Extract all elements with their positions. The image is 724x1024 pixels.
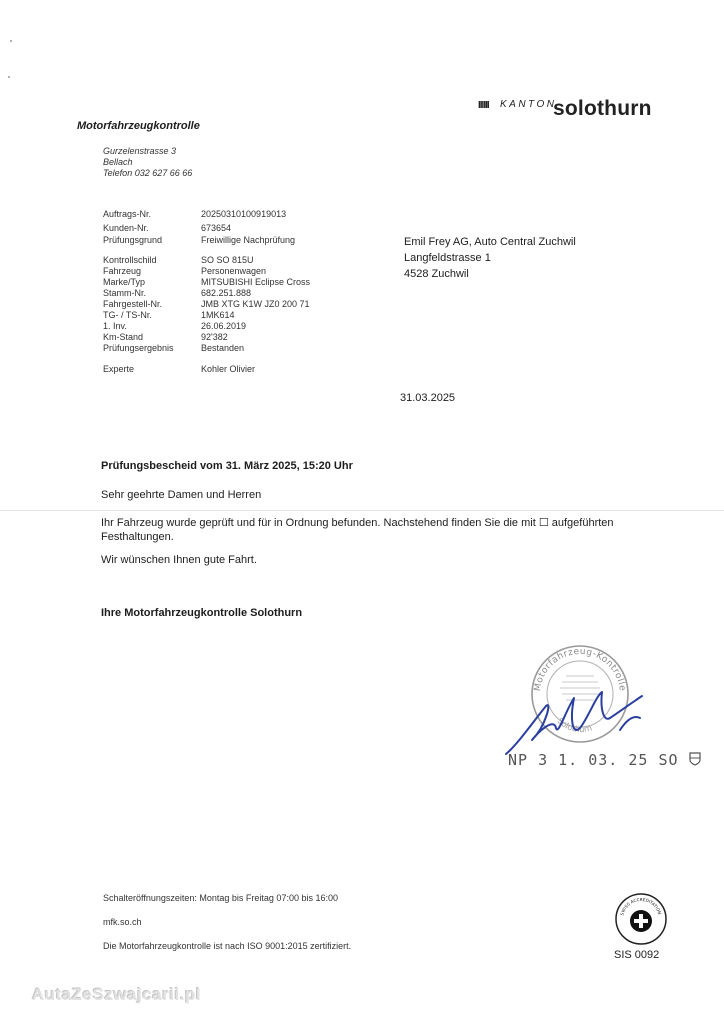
letter-body-line: Ihr Fahrzeug wurde geprüft und für in Ordnung befunden. Nachstehend finden Sie die mit ☐ aufgeführten (101, 517, 614, 529)
svg-text:Solothurn: Solothurn (555, 716, 594, 735)
footer-website[interactable]: mfk.so.ch (103, 917, 142, 927)
swiss-accreditation-seal-icon (614, 892, 668, 946)
detail-value: Kohler Olivier (201, 364, 256, 374)
letter-closing: Wir wünschen Ihnen gute Fahrt. (101, 554, 257, 566)
date-stamp-text: NP 3 1. 03. 25 SO (508, 751, 679, 769)
detail-value: MITSUBISHI Eclipse Cross (201, 277, 311, 287)
canton-shield-icon (689, 752, 701, 766)
kanton-solothurn-logo (478, 96, 678, 122)
detail-value: Personenwagen (201, 266, 267, 276)
logo-solothurn-text: solothurn (553, 97, 652, 120)
letter-greeting: Sehr geehrte Damen und Herren (101, 489, 262, 501)
detail-value: 682.251.888 (201, 288, 252, 298)
footer-iso: Die Motorfahrzeugkontrolle ist nach ISO 9001:2015 zertifiziert. (103, 941, 352, 951)
letter-body (101, 516, 614, 544)
detail-label: Fahrzeug (103, 266, 142, 276)
svg-text:Motorfahrzeug-Kontrolle: Motorfahrzeug-Kontrolle (532, 646, 627, 692)
detail-label: Experte (103, 364, 135, 374)
detail-value: 20250310100919013 (201, 209, 287, 219)
detail-value: 92'382 (201, 332, 228, 342)
logo-kanton-text: KANTON (500, 99, 557, 110)
detail-value: SO SO 815U (201, 255, 254, 265)
date-stamp (508, 751, 701, 769)
signature-org-line: Ihre Motorfahrzeugkontrolle Solothurn (101, 607, 303, 619)
svg-text:SWISS ACCREDITATION: SWISS ACCREDITATION (619, 896, 663, 916)
detail-label: Prüfungsergebnis (103, 343, 174, 353)
recipient-name: Emil Frey AG, Auto Central Zuchwil (404, 236, 576, 248)
recipient-address (404, 234, 576, 282)
letter-date: 31.03.2025 (400, 392, 456, 404)
detail-label: Fahrgestell-Nr. (103, 299, 163, 309)
scan-speck (10, 40, 12, 42)
detail-value: 673654 (201, 223, 232, 233)
detail-label: Km-Stand (103, 332, 144, 342)
detail-value: Freiwillige Nachprüfung (201, 235, 296, 245)
footer-hours: Schalteröffnungszeiten: Montag bis Freitag 07:00 bis 16:00 (103, 893, 338, 903)
scan-line (0, 510, 724, 511)
watermark: AutaZeSzwajcarii.pl (32, 985, 202, 1004)
detail-value: Bestanden (201, 343, 245, 353)
recipient-city: 4528 Zuchwil (404, 268, 469, 280)
org-street: Gurzelenstrasse 3 (103, 146, 177, 156)
detail-value: 1MK614 (201, 310, 235, 320)
detail-label: Stamm-Nr. (103, 288, 147, 298)
logo-bars: IIIIII (478, 100, 489, 111)
detail-value: JMB XTG K1W JZ0 200 71 (201, 299, 310, 309)
detail-label: Auftrags-Nr. (103, 209, 152, 219)
detail-label: Marke/Typ (103, 277, 146, 287)
letter-subject: Prüfungsbescheid vom 31. März 2025, 15:20 Uhr (101, 460, 353, 472)
letter-body-line: Festhaltungen. (101, 531, 174, 543)
detail-label: Kunden-Nr. (103, 223, 149, 233)
detail-label: Prüfungsgrund (103, 235, 163, 245)
org-phone: Telefon 032 627 66 66 (103, 168, 193, 178)
scan-speck (8, 76, 10, 78)
org-city: Bellach (103, 157, 133, 167)
detail-value: 26.06.2019 (201, 321, 247, 331)
detail-label: Kontrollschild (103, 255, 157, 265)
org-address (103, 146, 192, 179)
sis-number: SIS 0092 (614, 949, 660, 961)
org-title: Motorfahrzeugkontrolle (77, 120, 200, 132)
detail-label: TG- / TS-Nr. (103, 310, 152, 320)
recipient-street: Langfeldstrasse 1 (404, 252, 491, 264)
detail-label: 1. Inv. (103, 321, 127, 331)
